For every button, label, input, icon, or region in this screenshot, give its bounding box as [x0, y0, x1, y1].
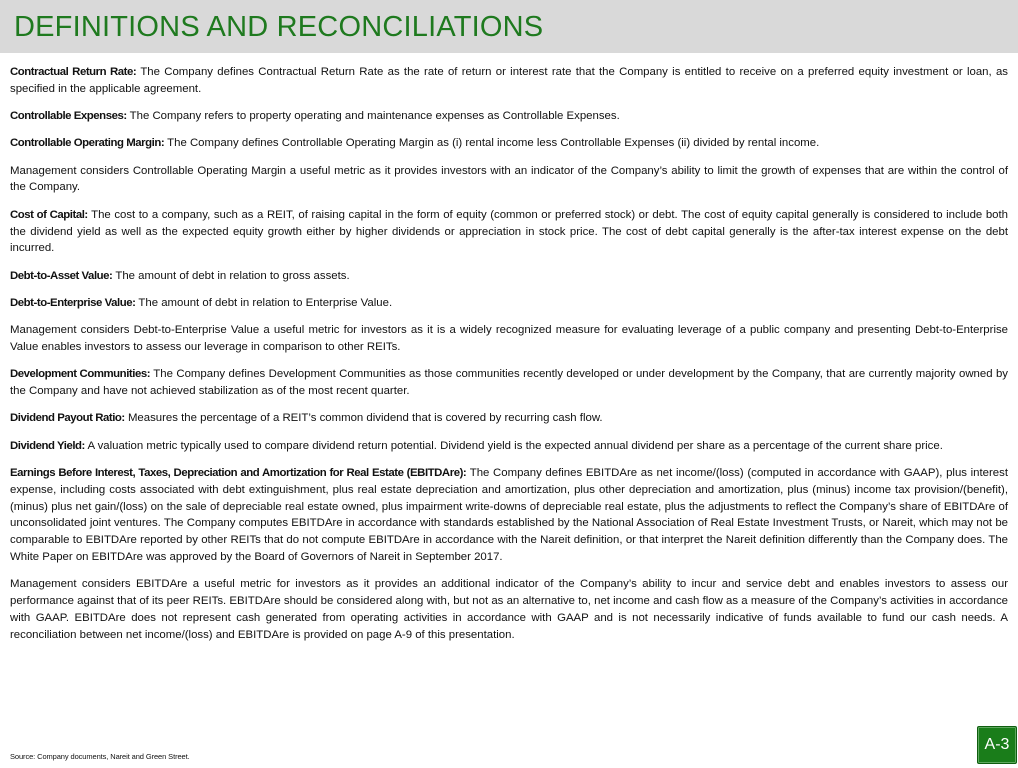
definition-text: The Company refers to property operating and maintenance expenses as Controllable Expenses.	[126, 110, 620, 123]
header-bar	[0, 0, 1018, 53]
note-ebitdare	[10, 576, 1008, 643]
definition-contractual-return-rate	[10, 64, 1008, 98]
definition-term: Debt-to-Asset Value:	[10, 269, 113, 282]
definition-term: Dividend Payout Ratio:	[10, 412, 125, 425]
definition-ebitdare	[10, 465, 1008, 566]
definition-text: Management considers Controllable Operating Margin a useful metric as it provides investors with an indicator of the Company’s ability to limit the growth of expenses that are within the control of the Company.	[10, 164, 1008, 194]
definition-dividend-payout-ratio	[10, 410, 1008, 427]
definition-text: The Company defines Controllable Operating Margin as (i) rental income less Controllable Expenses (ii) divided by rental income.	[164, 137, 820, 150]
definition-term: Controllable Operating Margin:	[10, 137, 165, 150]
page-title: DEFINITIONS AND RECONCILIATIONS	[14, 11, 544, 43]
definition-term: Contractual Return Rate:	[10, 66, 137, 78]
definition-term: Earnings Before Interest, Taxes, Depreciation and Amortization for Real Estate (EBITDAre):	[10, 467, 467, 480]
note-controllable-operating-margin	[10, 163, 1008, 197]
definitions-content	[10, 64, 1008, 654]
definition-text: The Company defines EBITDAre as net income/(loss) (computed in accordance with GAAP), plus interest expense, including costs associated with debt extinguishment, plus real estate depreciation and amortization, plus other depreciation and amortization, plus (minus) income tax provision/(benefit), (minus) plus net gain/(loss) on the sale of depreciable real estate owned, plus impairment write-downs of depreciable real estate, plus the adjustments to reflect the Company’s share of EBITDAre of unconsolidated joint ventures. The Company computes EBITDAre in accordance with standards established by the National Association of Real Estate Investment Trusts, or Nareit, which may not be comparable to EBITDAre reported by other REITs that do not compute EBITDAre in accordance with the Nareit definition, or that interpret the Nareit definition differently than the Company does. The White Paper on EBITDAre was approved by the Board of Governors of Nareit in September 2017.	[10, 467, 1008, 564]
definition-term: Debt-to-Enterprise Value:	[10, 296, 136, 309]
definition-term: Dividend Yield:	[10, 439, 85, 452]
definition-text: Management considers EBITDAre a useful metric for investors as it provides an additional indicator of the Company’s ability to incur and service debt and enables investors to assess our performance against that of its peer REITs. EBITDAre should be considered along with, but not as an alternative to, net income and cash flow as a measure of the Company’s activities in accordance with GAAP. EBITDAre does not represent cash generated from operating activities in accordance with GAAP and is not necessarily indicative of funds available to fund our cash needs. A reconciliation between net income/(loss) and EBITDAre is provided on page A-9 of this presentation.	[10, 578, 1008, 641]
definition-term: Cost of Capital:	[10, 208, 88, 221]
definition-text: The Company defines Development Communities as those communities recently developed or under development by the Company, that are currently majority owned by the Company and have not achieved stabilization as of the most recent quarter.	[10, 368, 1008, 398]
definition-text: A valuation metric typically used to compare dividend return potential. Dividend yield is the expected annual dividend per share as a percentage of the current share price.	[84, 439, 943, 452]
definition-term: Development Communities:	[10, 368, 151, 381]
note-debt-to-enterprise-value	[10, 322, 1008, 356]
definition-controllable-expenses	[10, 108, 1008, 125]
definition-development-communities	[10, 366, 1008, 400]
definition-controllable-operating-margin	[10, 135, 1008, 152]
definition-text: Measures the percentage of a REIT’s common dividend that is covered by recurring cash flow.	[124, 412, 603, 425]
definition-text: The amount of debt in relation to gross assets.	[112, 269, 350, 282]
definition-dividend-yield	[10, 438, 1008, 455]
page-number-badge: A-3	[977, 726, 1017, 764]
definition-cost-of-capital	[10, 207, 1008, 257]
source-footnote: Source: Company documents, Nareit and Green Street.	[10, 752, 190, 761]
definition-text: Management considers Debt-to-Enterprise Value a useful metric for investors as it is a widely recognized measure for evaluating leverage of a public company and presenting Debt-to-Enterprise Value enables investors to assess our leverage in comparison to other REITs.	[10, 324, 1008, 354]
definition-text: The Company defines Contractual Return Rate as the rate of return or interest rate that the Company is entitled to receive on a preferred equity investment or loan, as specified in the applicable agreement.	[10, 66, 1008, 95]
definition-term: Controllable Expenses:	[10, 110, 127, 123]
definition-text: The amount of debt in relation to Enterprise Value.	[135, 296, 393, 309]
definition-text: The cost to a company, such as a REIT, of raising capital in the form of equity (common or preferred stock) or debt. The cost of equity capital generally is considered to include both the dividend yield as well as the expected equity growth either by higher dividends or appreciation in stock price. The cost of debt capital generally is the after-tax interest expense on the debt incurred.	[10, 208, 1008, 255]
definition-debt-to-enterprise-value	[10, 295, 1008, 312]
definition-debt-to-asset-value	[10, 268, 1008, 285]
